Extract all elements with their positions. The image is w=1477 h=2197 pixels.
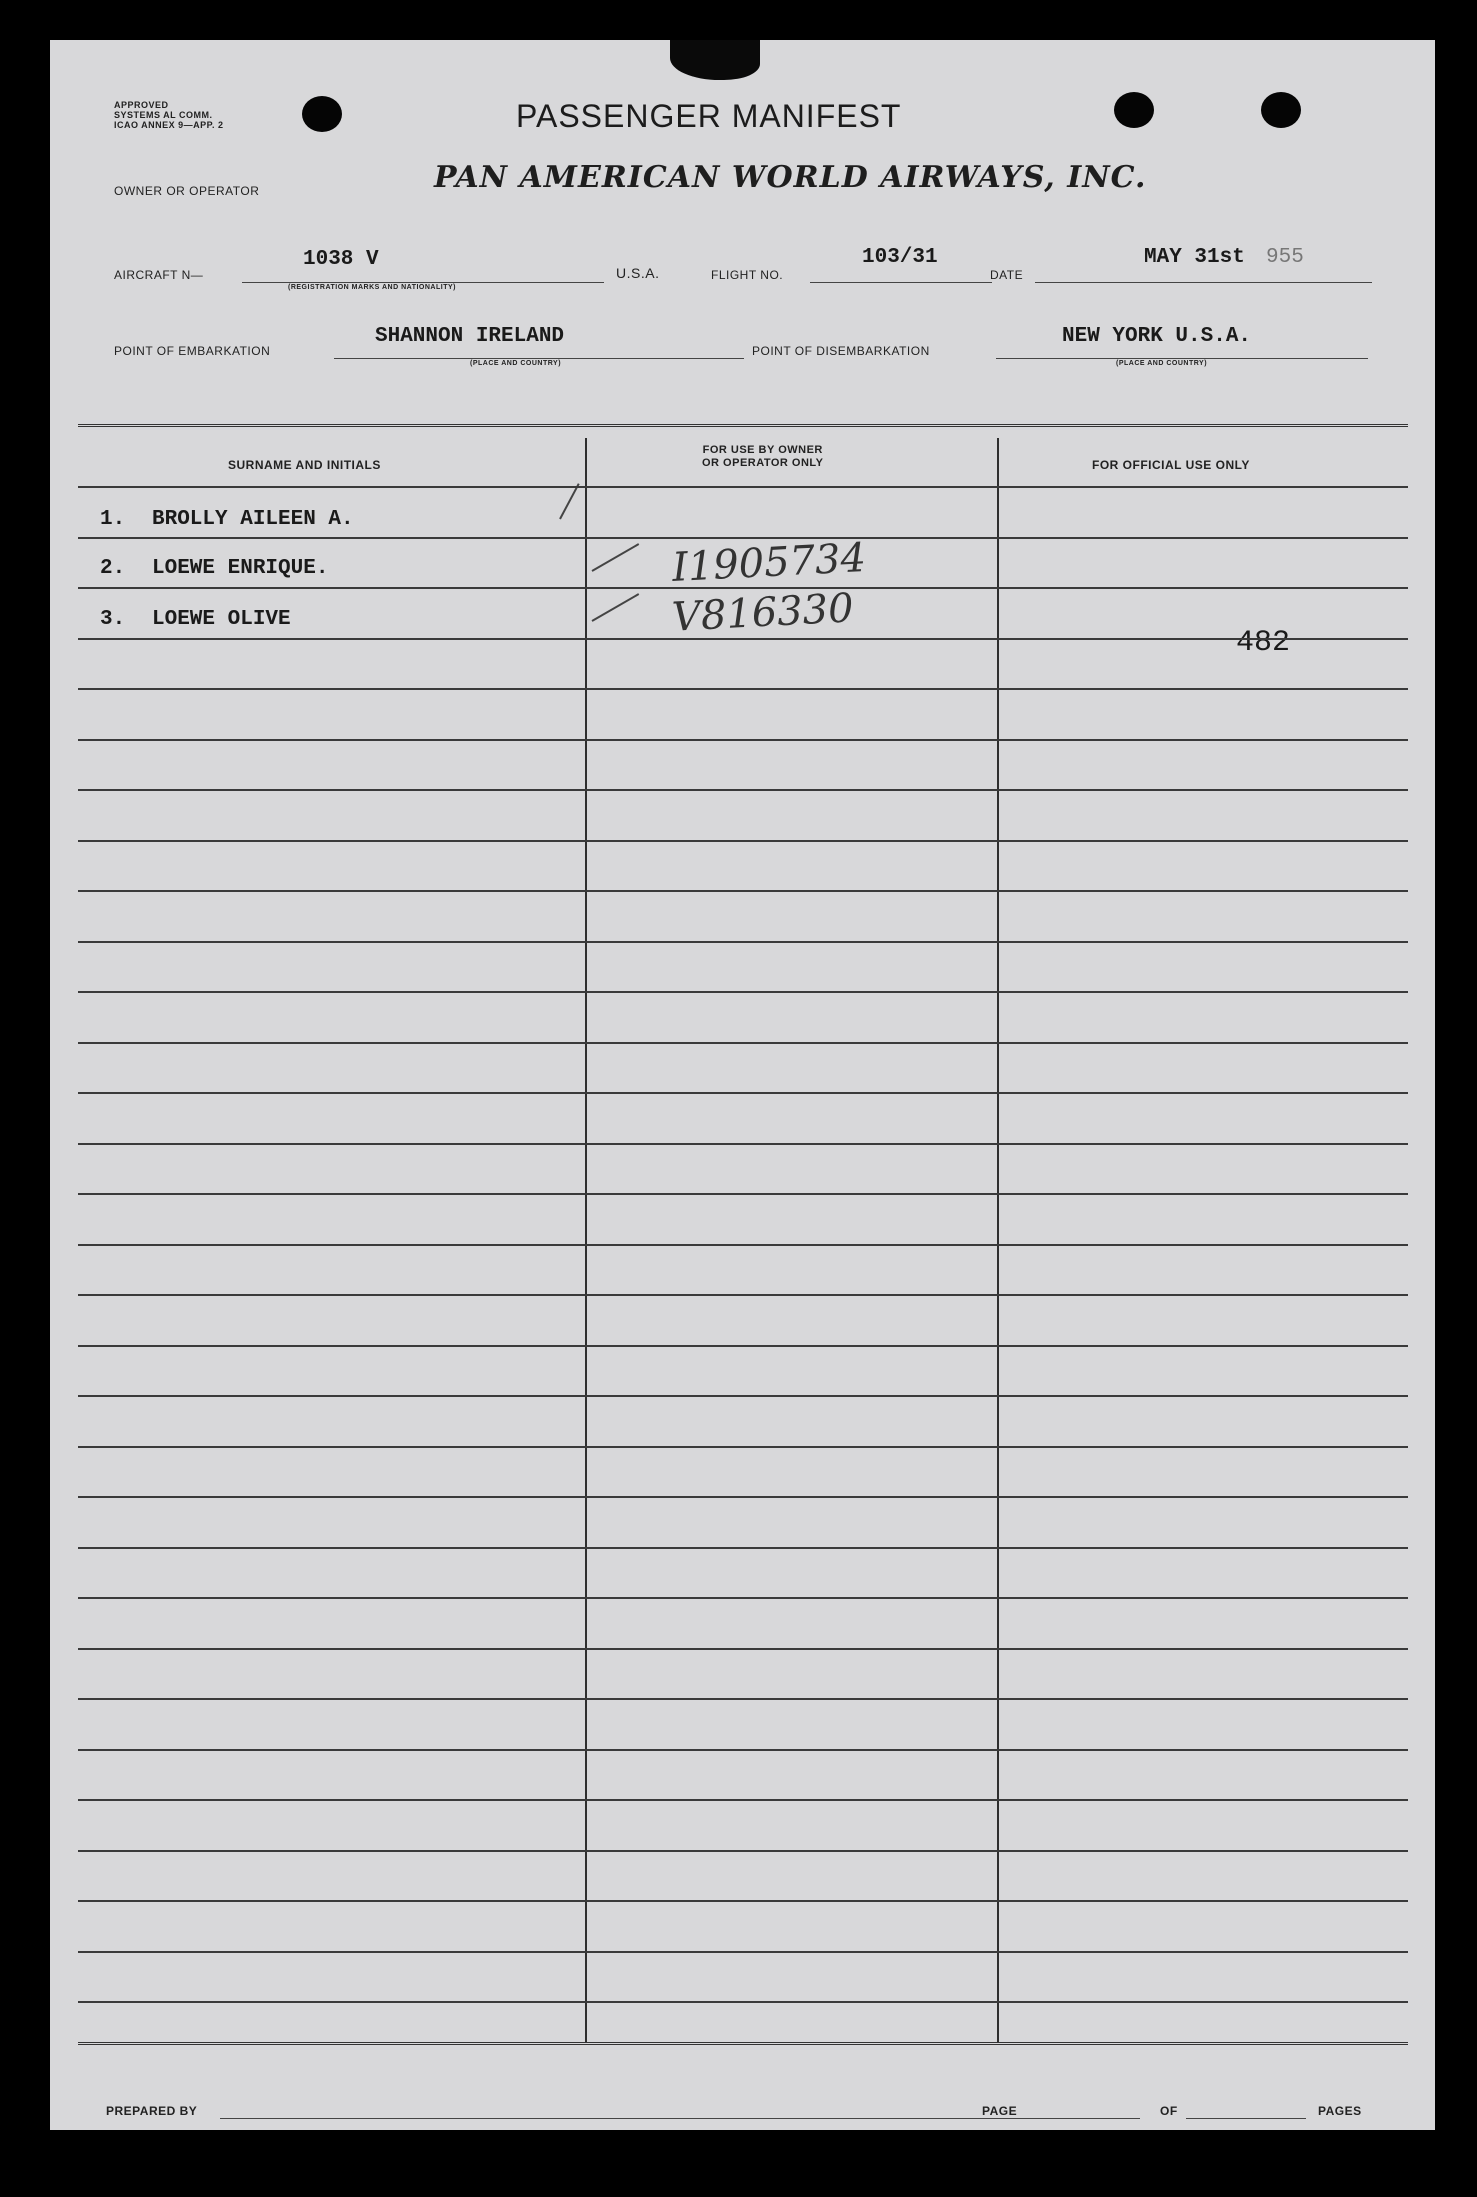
disembarkation-value: NEW YORK U.S.A. bbox=[1062, 325, 1252, 348]
col-header-surname: SURNAME AND INITIALS bbox=[228, 458, 381, 472]
check-mark-1 bbox=[559, 483, 580, 519]
punch-hole-right-2 bbox=[1261, 92, 1301, 128]
check-mark-3 bbox=[592, 593, 640, 622]
official-number: 482 bbox=[1236, 626, 1291, 660]
row-rule bbox=[78, 789, 1408, 791]
row-rule bbox=[78, 739, 1408, 741]
flight-value: 103/31 bbox=[862, 246, 938, 269]
of-underline bbox=[1186, 2118, 1306, 2119]
passenger-name-3: LOEWE OLIVE bbox=[152, 608, 291, 631]
disembarkation-underline bbox=[996, 358, 1368, 359]
registration-caption: (REGISTRATION MARKS AND NATIONALITY) bbox=[288, 284, 456, 291]
row-rule bbox=[78, 1648, 1408, 1650]
row-rule bbox=[78, 486, 1408, 488]
row-rule bbox=[78, 1395, 1408, 1397]
passenger-number-2: 2. bbox=[100, 557, 126, 580]
date-label: DATE bbox=[990, 268, 1024, 282]
usa-label: U.S.A. bbox=[616, 265, 660, 281]
row-rule bbox=[78, 1244, 1408, 1246]
col-header-owner-line-2: OR OPERATOR ONLY bbox=[702, 457, 824, 469]
manifest-sheet bbox=[50, 40, 1435, 2130]
column-divider-2 bbox=[997, 438, 999, 2043]
disembarkation-caption: (PLACE AND COUNTRY) bbox=[1116, 360, 1208, 367]
row-rule bbox=[78, 1749, 1408, 1751]
row-rule bbox=[78, 1547, 1408, 1549]
row-rule bbox=[78, 941, 1408, 943]
row-rule bbox=[78, 638, 1408, 640]
date-year: 955 bbox=[1266, 246, 1304, 269]
row-rule bbox=[78, 537, 1408, 539]
passenger-number-3: 3. bbox=[100, 608, 126, 631]
page-title: PASSENGER MANIFEST bbox=[516, 98, 902, 134]
embarkation-label: POINT OF EMBARKATION bbox=[114, 344, 271, 358]
row-rule bbox=[78, 587, 1408, 589]
passenger-name-1: BROLLY AILEEN A. bbox=[152, 508, 354, 531]
aircraft-label: AIRCRAFT N— bbox=[114, 268, 204, 282]
row-rule bbox=[78, 1799, 1408, 1801]
row-rule bbox=[78, 1345, 1408, 1347]
paper-tear bbox=[670, 40, 760, 80]
approval-line-2: SYSTEMS AL COMM. bbox=[114, 110, 213, 120]
flight-label: FLIGHT NO. bbox=[711, 268, 784, 282]
operator-name: PAN AMERICAN WORLD AIRWAYS, INC. bbox=[434, 160, 1147, 195]
prepared-by-label: PREPARED BY bbox=[106, 2104, 198, 2118]
owner-label: OWNER OR OPERATOR bbox=[114, 184, 260, 198]
aircraft-underline bbox=[242, 282, 604, 283]
approval-stamp bbox=[114, 100, 224, 130]
row-rule bbox=[78, 1042, 1408, 1044]
row-rule bbox=[78, 688, 1408, 690]
col-header-owner bbox=[702, 444, 823, 470]
row-rule bbox=[78, 1698, 1408, 1700]
passenger-document-3: V816330 bbox=[670, 585, 855, 641]
row-rule bbox=[78, 1496, 1408, 1498]
approval-line-3: ICAO ANNEX 9—APP. 2 bbox=[114, 120, 224, 130]
passenger-document-2: I1905734 bbox=[670, 534, 868, 592]
date-value: MAY 31st bbox=[1144, 246, 1245, 269]
page-label: PAGE bbox=[982, 2104, 1018, 2118]
row-rule bbox=[78, 840, 1408, 842]
punch-hole-right-1 bbox=[1114, 92, 1154, 128]
header-top-rule bbox=[78, 424, 1408, 427]
row-rule bbox=[78, 991, 1408, 993]
aircraft-value: 1038 V bbox=[303, 248, 379, 271]
row-rule bbox=[78, 1597, 1408, 1599]
row-rule bbox=[78, 1193, 1408, 1195]
embarkation-value: SHANNON IRELAND bbox=[375, 325, 565, 348]
row-rule bbox=[78, 1092, 1408, 1094]
page-underline bbox=[1028, 2118, 1140, 2119]
row-rule bbox=[78, 1900, 1408, 1902]
pages-label: PAGES bbox=[1318, 2104, 1362, 2118]
approval-line-1: APPROVED bbox=[114, 100, 169, 110]
passenger-number-1: 1. bbox=[100, 508, 126, 531]
embarkation-underline bbox=[334, 358, 744, 359]
disembarkation-label: POINT OF DISEMBARKATION bbox=[752, 344, 930, 358]
passenger-name-2: LOEWE ENRIQUE. bbox=[152, 557, 329, 580]
of-label: OF bbox=[1160, 2104, 1178, 2118]
row-rule bbox=[78, 890, 1408, 892]
embarkation-caption: (PLACE AND COUNTRY) bbox=[470, 360, 562, 367]
row-rule bbox=[78, 1446, 1408, 1448]
row-rule bbox=[78, 1294, 1408, 1296]
row-rule bbox=[78, 2001, 1408, 2003]
col-header-official: FOR OFFICIAL USE ONLY bbox=[1092, 458, 1250, 472]
footer-rule bbox=[78, 2042, 1408, 2045]
punch-hole-left bbox=[302, 96, 342, 132]
row-rule bbox=[78, 1850, 1408, 1852]
column-divider-1 bbox=[585, 438, 587, 2043]
prepared-by-underline bbox=[220, 2118, 1028, 2119]
col-header-owner-line-1: FOR USE BY OWNER bbox=[702, 444, 823, 456]
date-underline bbox=[1035, 282, 1372, 283]
row-rule bbox=[78, 1951, 1408, 1953]
check-mark-2 bbox=[592, 543, 640, 572]
flight-underline bbox=[810, 282, 992, 283]
row-rule bbox=[78, 1143, 1408, 1145]
